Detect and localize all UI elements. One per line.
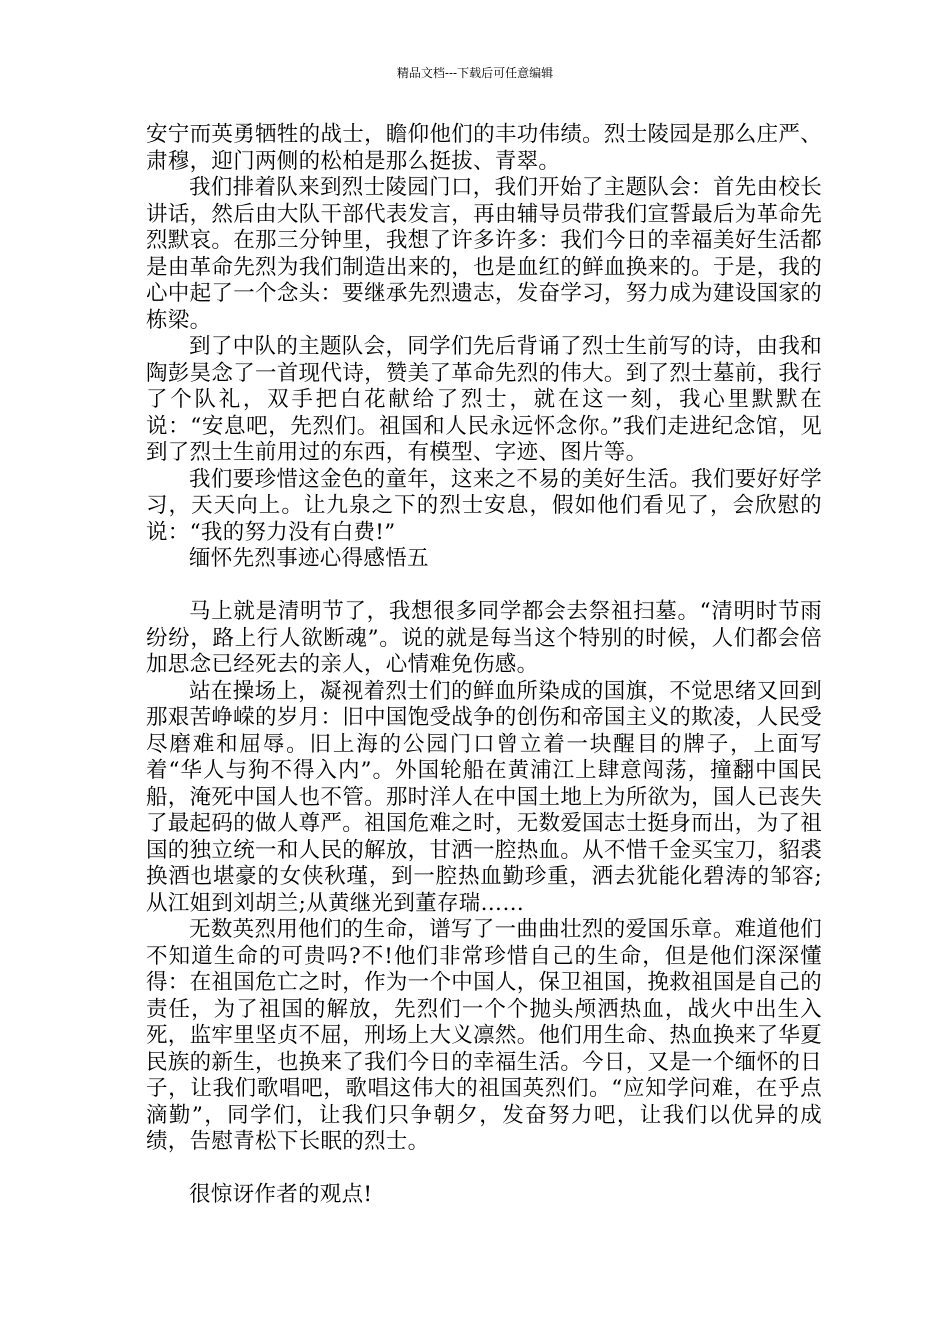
- blank-line: [146, 1156, 822, 1183]
- document-body: [146, 122, 822, 1209]
- paragraph: 马上就是清明节了，我想很多同学都会去祭祖扫墓。“清明时节雨纷纷，路上行人欲断魂”。说的就是每当这个特别的时候，人们都会倍加思念已经死去的亲人，心情难免伤感。: [146, 599, 822, 677]
- section-heading: 缅怀先烈事迹心得感悟五: [189, 546, 429, 571]
- closing-remark: 很惊讶作者的观点!: [189, 1182, 373, 1207]
- blank-line: [146, 573, 822, 600]
- paragraph: 到了中队的主题队会，同学们先后背诵了烈士生前写的诗，由我和陶彭昊念了一首现代诗，赞美了革命先烈的伟大。到了烈士墓前，我行了个队礼，双手把白花献给了烈士，就在这一刻，我心里默默在说：“安息吧，先烈们。祖国和人民永远怀念你。”我们走进纪念馆，见到了烈士生前用过的东西，有模型、字迹、图片等。: [146, 334, 822, 465]
- paragraph: 无数英烈用他们的生命，谱写了一曲曲壮烈的爱国乐章。难道他们不知道生命的可贵吗?不!他们非常珍惜自己的生命，但是他们深深懂得：在祖国危亡之时，作为一个中国人，保卫祖国，挽救祖国是自己的责任，为了祖国的解放，先烈们一个个抛头颅洒热血，战火中出生入死，监牢里坚贞不屈，刑场上大义凛然。他们用生命、热血换来了华夏民族的新生，也换来了我们今日的幸福生活。今日，又是一个缅怀的日子，让我们歌唱吧，歌唱这伟大的祖国英烈们。“应知学问难，在乎点滴勤”，同学们，让我们只争朝夕，发奋努力吧，让我们以优异的成绩，告慰青松下长眠的烈士。: [146, 917, 822, 1154]
- paragraph: 站在操场上，凝视着烈士们的鲜血所染成的国旗，不觉思绪又回到那艰苦峥嵘的岁月：旧中国饱受战争的创伤和帝国主义的欺凌，人民受尽磨难和屈辱。旧上海的公园门口曾立着一块醒目的牌子，上面写着“华人与狗不得入内”。外国轮船在黄浦江上肆意闯荡，撞翻中国民船，淹死中国人也不管。那时洋人在中国土地上为所欲为，国人已丧失了最起码的做人尊严。祖国危难之时，无数爱国志士挺身而出，为了祖国的独立统一和人民的解放，甘洒一腔热血。从不惜千金买宝刀，貂裘换酒也堪豪的女侠秋瑾，到一腔热血勤珍重，洒去犹能化碧涛的邹容;从江姐到刘胡兰;从黄继光到董存瑞……: [146, 678, 822, 916]
- paragraph: 我们排着队来到烈士陵园门口，我们开始了主题队会：首先由校长讲话，然后由大队干部代表发言，再由辅导员带我们宣誓最后为革命先烈默哀。在那三分钟里，我想了许多许多：我们今日的幸福美好生活都是由革命先烈为我们制造出来的，也是血红的鲜血换来的。于是，我的心中起了一个念头：要继承先烈遗志，发奋学习，努力成为建设国家的栋梁。: [146, 175, 822, 333]
- paragraph: 我们要珍惜这金色的童年，这来之不易的美好生活。我们要好好学习，天天向上。让九泉之下的烈士安息，假如他们看见了，会欣慰的说：“我的努力没有白费!”: [146, 466, 822, 545]
- paragraph-continued: 安宁而英勇牺牲的战士，瞻仰他们的丰功伟绩。烈士陵园是那么庄严、肃穆，迎门两侧的松柏是那么挺拔、青翠。: [146, 122, 822, 174]
- page-header: 精品文档---下载后可任意编辑: [396, 66, 554, 80]
